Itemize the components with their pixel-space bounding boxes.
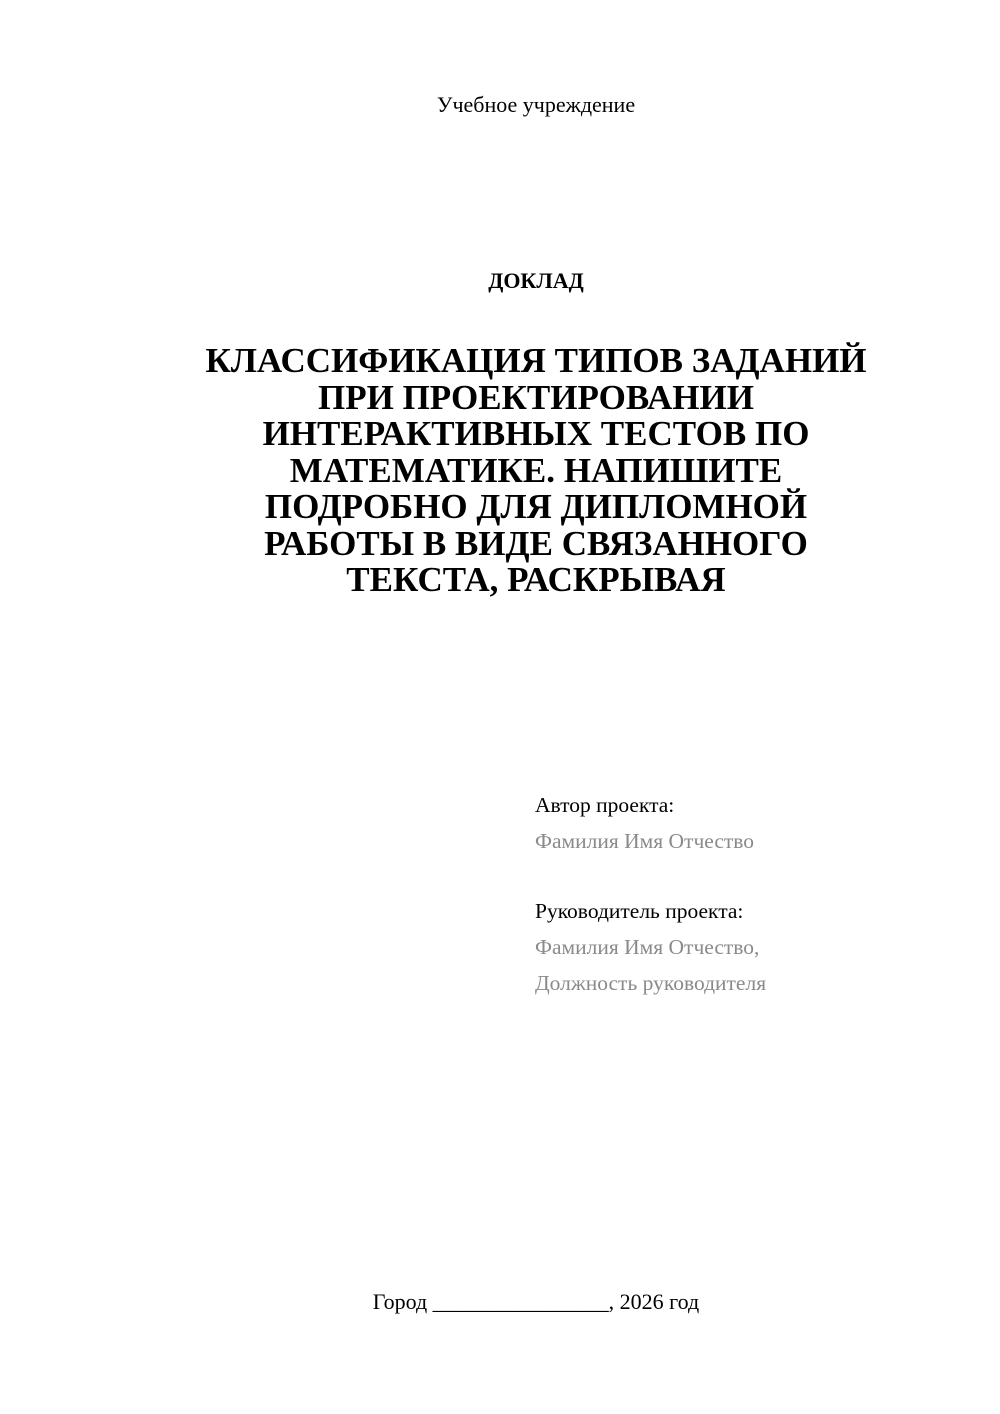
author-label: Автор проекта: [535,793,675,817]
supervisor-position: Должность руководителя [535,971,767,995]
title-line: ПРИ ПРОЕКТИРОВАНИИ [318,377,754,417]
title-line: ТЕКСТА, РАСКРЫВАЯ [346,560,726,599]
supervisor-name: Фамилия Имя Отчество, [535,935,760,959]
supervisor-block [535,893,955,1001]
title-line: РАБОТЫ В ВИДЕ СВЯЗАННОГО [264,523,808,563]
institution-name: Учебное учреждение [436,92,636,117]
author-block [535,787,955,859]
title-line: ИНТЕРАКТИВНЫХ ТЕСТОВ ПО [262,414,810,453]
author-name: Фамилия Имя Отчество [535,829,755,853]
supervisor-label: Руководитель проекта: [535,899,744,923]
title-line: ПОДРОБНО ДЛЯ ДИПЛОМНОЙ [264,487,808,526]
document-type: ДОКЛАД [488,268,584,293]
document-title [150,343,922,599]
title-line: КЛАССИФИКАЦИЯ ТИПОВ ЗАДАНИЙ [205,341,867,380]
city-year-line: Город ________________, 2026 год [372,1289,700,1314]
title-line: МАТЕМАТИКЕ. НАПИШИТЕ [289,450,783,490]
